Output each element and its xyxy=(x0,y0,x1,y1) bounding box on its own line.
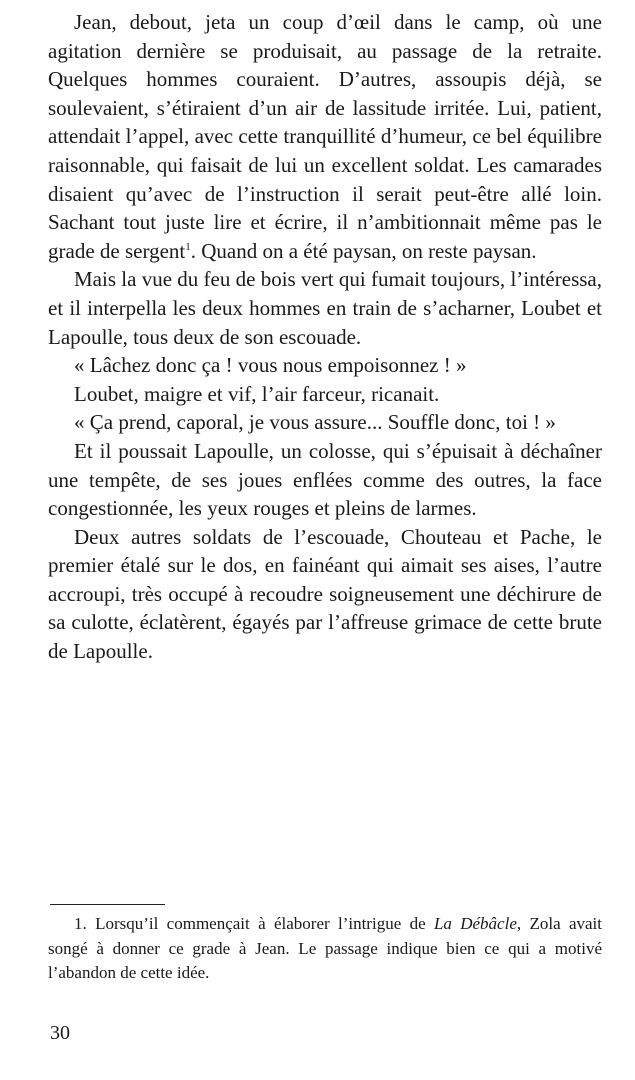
footnote-reference: 1 xyxy=(185,240,191,253)
paragraph-7: Deux autres soldats de l’escouade, Chouteau et Pache, le premier étalé sur le dos, en fainéant qui aimait ses aises, l’autre accroupi, très occupé à recoudre soigneusement une déchirure de sa culotte, éclatèrent, égayés par l’affreuse grimace de cette brute de Lapoulle. xyxy=(48,524,602,664)
paragraph-6: Et il poussait Lapoulle, un colosse, qui s’épuisait à déchaîner une tempête, de ses joues enflées comme des outres, la face congestionnée, les yeux rouges et pleins de larmes. xyxy=(48,438,602,521)
footnote xyxy=(48,912,602,986)
footnote-divider xyxy=(50,904,165,905)
footnote-text: Lorsqu’il commençait à élaborer l’intrigue de xyxy=(86,914,434,933)
paragraph-2: Mais la vue du feu de bois vert qui fumait toujours, l’intéressa, et il interpella les deux hommes en train de s’acharner, Loubet et Lapoulle, tous deux de son escouade. xyxy=(48,267,602,349)
footnote-number: 1. xyxy=(74,914,87,933)
paragraph-4: Loubet, maigre et vif, l’air farceur, ricanait. xyxy=(74,381,440,406)
paragraph-1-text-end: . Quand on a été paysan, on reste paysan. xyxy=(190,238,537,263)
footnote-book-title: La Débâcle xyxy=(433,914,517,933)
paragraph-1-text: Jean, debout, jeta un coup d’œil dans le camp, où une agitation dernière se produisait, au passage de la retraite. Quelques hommes couraient. D’autres, assoupis déjà, se soulevaient, s’étiraient d’un air de lassitude irritée. Lui, patient, attendait l’appel, avec cette tranquillité d’humeur, ce bel équilibre raisonnable, qui faisait de lui un excellent soldat. Les camarades disaient qu’avec de l’instruction il serait peut-être allé loin. Sachant tout juste lire et écrire, il n’ambitionnait même pas le grade de sergent xyxy=(48,10,602,263)
paragraph-1 xyxy=(48,8,602,265)
paragraph-3-dialogue: « Lâchez donc ça ! vous nous empoisonnez ! » xyxy=(74,353,467,378)
page-number: 30 xyxy=(50,1022,70,1044)
main-text xyxy=(48,8,602,666)
paragraph-5-dialogue: « Ça prend, caporal, je vous assure... Souffle donc, toi ! » xyxy=(74,410,556,435)
footnote-text-end: , Zola avait songé à donner ce grade à Jean. Le passage indique bien ce qui a motivé l’abandon de cette idée. xyxy=(48,914,602,982)
